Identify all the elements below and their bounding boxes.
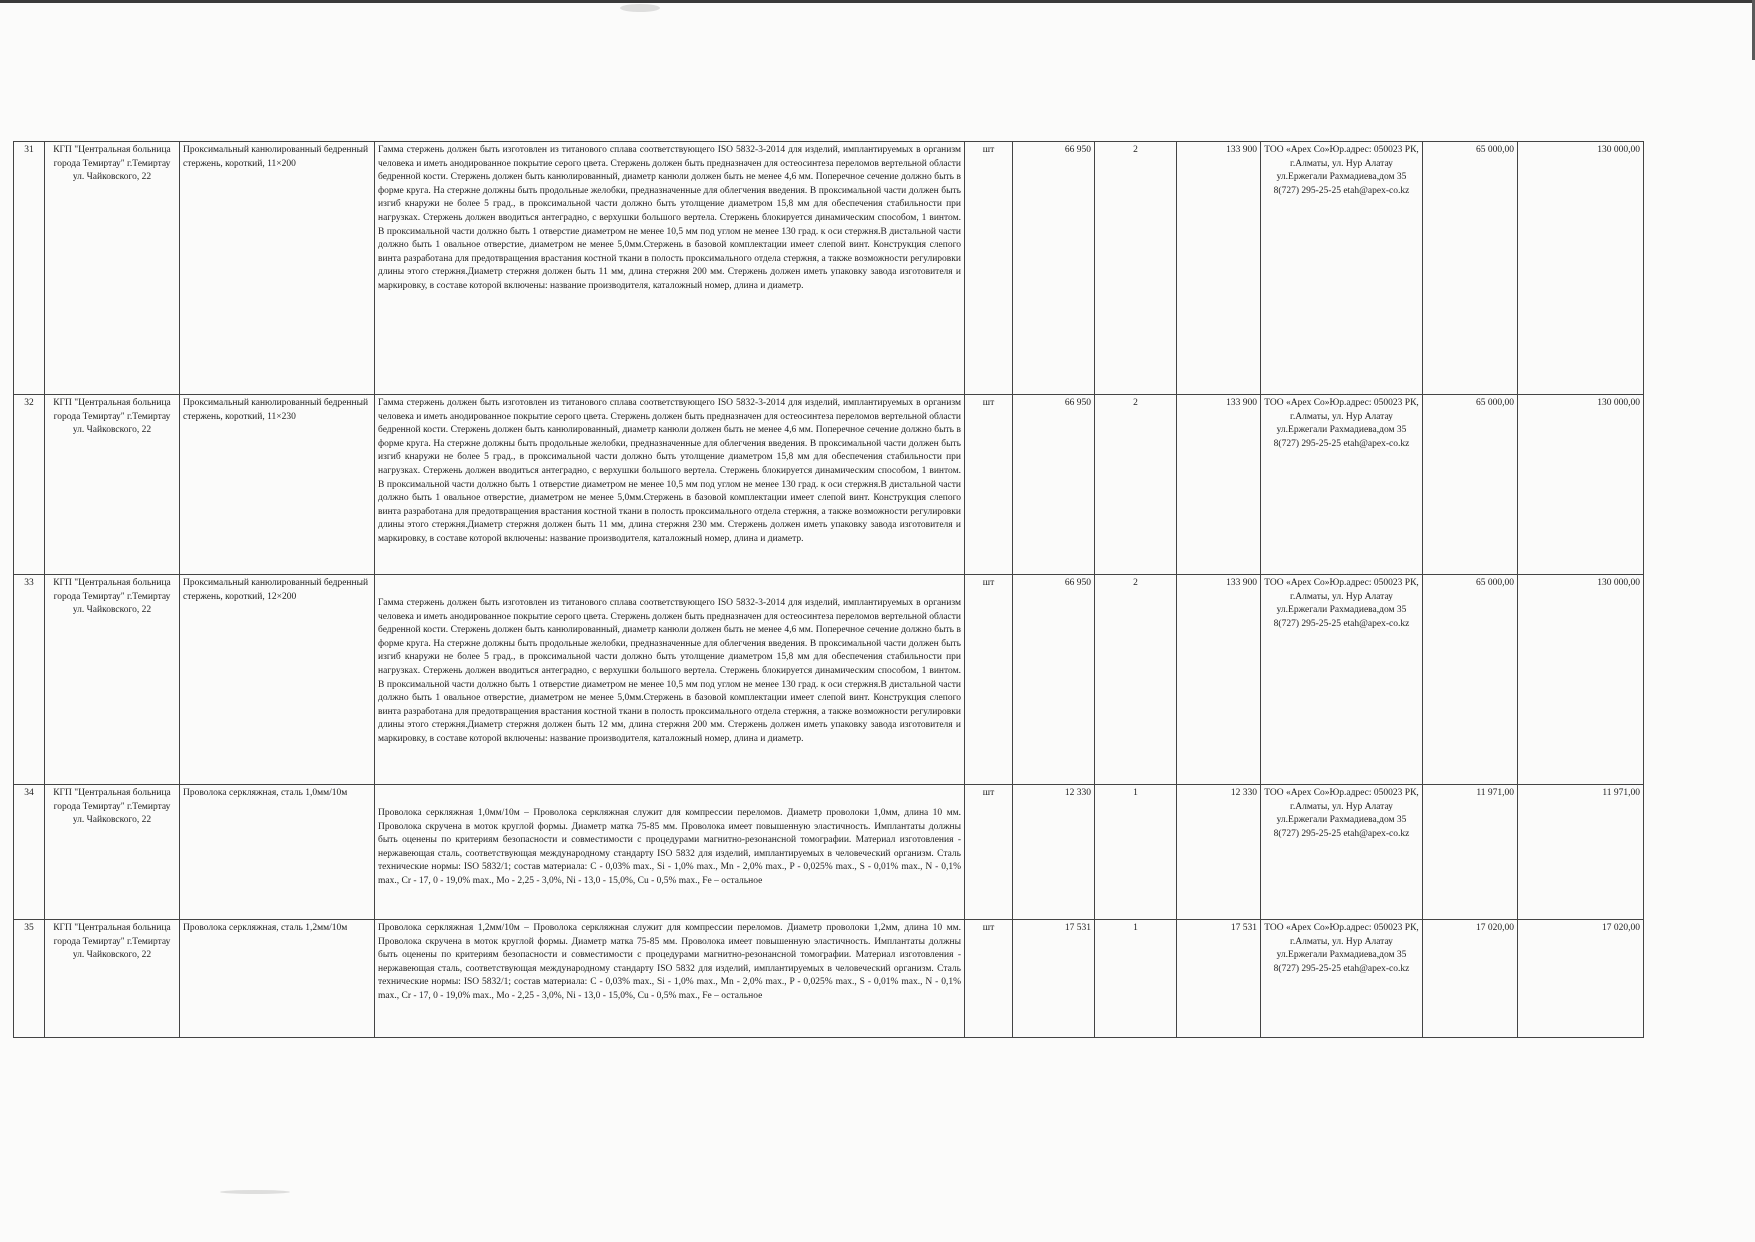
spec-cell: Проволока серкляжная 1,0мм/10м – Проволока серкляжная служит для компрессии переломов. Диаметр проволоки 1,0мм, длина 10 мм. Проволока скручена в моток круглой формы. Диаметр матка 75-85 мм. Проволока имеет повышенную эластичность. Имплантаты должны быть оценены по критериям безопасности и совместимости с процедурами магнитно-резонансной томографии. Материал изготовления - нержавеющая сталь, соответствующая международному стандарту ISO 5832 для изделий, имплантируемых в человеческий организм. Сталь технические нормы: ISO 5832/1; состав материала: C - 0,03% max., Si - 1,0% max., Mn - 2,0% max., P - 0,025% max., S - 0,01% max., N - 0,1% max., Cr - 17, 0 - 19,0% max., Mo - 2,25 - 3,0%, Ni - 13,0 - 15,0%, Cu - 0,5% max., Fe – остальное — [375, 785, 965, 920]
unit-cell: шт — [965, 142, 1013, 395]
offer-price-cell: 65 000,00 — [1423, 142, 1518, 395]
offer-sum-cell: 130 000,00 — [1518, 142, 1644, 395]
customer-cell: КГП "Центральная больница города Темиртау" г.Темиртау ул. Чайковского, 22 — [45, 575, 180, 785]
spec-cell: Гамма стержень должен быть изготовлен из титанового сплава соответствующего ISO 5832-3-2014 для изделий, имплантируемых в организм человека и иметь анодированное покрытие серого цвета. Стержень должен быть предназначен для остеосинтеза переломов вертельной области бедренной кости. Стержень должен быть канюлированный, диаметр канюли должен быть не менее 4,6 мм. Поперечное сечение должно быть в форме круга. На стержне должны быть продольные желобки, предназначенные для облегчения введения. В проксимальной части должен быть изгиб кнаружи не более 5 град., в проксимальной части должно быть утолщение диаметром 15,8 мм для обеспечения стабильности при нагрузках. Стержень должен вводиться антеградно, с верхушки большого вертела. Стержень блокируется динамическим способом, 1 винтом. В проксимальной части должно быть 1 отверстие диаметром не менее 10,5 мм под углом не менее 130 град. к оси стержня.В дистальной части должно быть 1 овальное отверстие, диаметром не менее 5,0мм.Стержень в базовой комплектации имеет слепой винт. Конструкция слепого винта разработана для предотвращения врастания костной ткани в полость проксимального отдела стержня, а также возможности регулировки длины этого стержня.Диаметр стержня должен быть 11 мм, длина стержня 230 мм. Стержень должен иметь упаковку завода изготовителя и маркировку, в составе которой включены: название производителя, каталожный номер, длина и диаметр. — [375, 395, 965, 575]
price-cell: 66 950 — [1013, 142, 1095, 395]
item-name-cell: Проксимальный канюлированный бедренный стержень, короткий, 12×200 — [180, 575, 375, 785]
table-row — [14, 142, 1644, 395]
unit-cell: шт — [965, 395, 1013, 575]
quantity-cell: 2 — [1095, 395, 1177, 575]
table-row — [14, 395, 1644, 575]
unit-cell: шт — [965, 575, 1013, 785]
row-number: 32 — [14, 395, 45, 575]
amount-cell: 133 900 — [1177, 575, 1261, 785]
customer-cell: КГП "Центральная больница города Темиртау" г.Темиртау ул. Чайковского, 22 — [45, 920, 180, 1038]
quantity-cell: 2 — [1095, 575, 1177, 785]
table-row — [14, 785, 1644, 920]
price-cell: 17 531 — [1013, 920, 1095, 1038]
quantity-cell: 1 — [1095, 920, 1177, 1038]
item-name-cell: Проволока серкляжная, сталь 1,2мм/10м — [180, 920, 375, 1038]
scan-smudge — [220, 1190, 290, 1194]
unit-cell: шт — [965, 920, 1013, 1038]
offer-price-cell: 65 000,00 — [1423, 575, 1518, 785]
supplier-cell: ТОО «Apex Co»Юр.адрес: 050023 РК, г.Алматы, ул. Нур Алатау ул.Ержегали Рахмадиева,дом 35 8(727) 295-25-25 etah@apex-co.kz — [1261, 575, 1423, 785]
spec-cell: Гамма стержень должен быть изготовлен из титанового сплава соответствующего ISO 5832-3-2014 для изделий, имплантируемых в организм человека и иметь анодированное покрытие серого цвета. Стержень должен быть предназначен для остеосинтеза переломов вертельной области бедренной кости. Стержень должен быть канюлированный, диаметр канюли должен быть не менее 4,6 мм. Поперечное сечение должно быть в форме круга. На стержне должны быть продольные желобки, предназначенные для облегчения введения. В проксимальной части должен быть изгиб кнаружи не более 5 град., в проксимальной части должно быть утолщение диаметром 15,8 мм для обеспечения стабильности при нагрузках. Стержень должен вводиться антеградно, с верхушки большого вертела. Стержень блокируется динамическим способом, 1 винтом. В проксимальной части должно быть 1 отверстие диаметром не менее 10,5 мм под углом не менее 130 град. к оси стержня.В дистальной части должно быть 1 овальное отверстие, диаметром не менее 5,0мм.Стержень в базовой комплектации имеет слепой винт. Конструкция слепого винта разработана для предотвращения врастания костной ткани в полость проксимального отдела стержня, а также возможности регулировки длины этого стержня.Диаметр стержня должен быть 12 мм, длина стержня 200 мм. Стержень должен иметь упаковку завода изготовителя и маркировку, в составе которой включены: название производителя, каталожный номер, длина и диаметр. — [375, 575, 965, 785]
table-row — [14, 920, 1644, 1038]
amount-cell: 17 531 — [1177, 920, 1261, 1038]
offer-price-cell: 11 971,00 — [1423, 785, 1518, 920]
offer-sum-cell: 17 020,00 — [1518, 920, 1644, 1038]
offer-price-cell: 17 020,00 — [1423, 920, 1518, 1038]
spec-cell: Проволока серкляжная 1,2мм/10м – Проволока серкляжная служит для компрессии переломов. Диаметр проволоки 1,2мм, длина 10 мм. Проволока скручена в моток круглой формы. Диаметр матка 75-85 мм. Проволока имеет повышенную эластичность. Имплантаты должны быть оценены по критериям безопасности и совместимости с процедурами магнитно-резонансной томографии. Материал изготовления - нержавеющая сталь, соответствующая международному стандарту ISO 5832 для изделий, имплантируемых в человеческий организм. Сталь технические нормы: ISO 5832/1; состав материала: C - 0,03% max., Si - 1,0% max., Mn - 2,0% max., P - 0,025% max., S - 0,01% max., N - 0,1% max., Cr - 17, 0 - 19,0% max., Mo - 2,25 - 3,0%, Ni - 13,0 - 15,0%, Cu - 0,5% max., Fe – остальное — [375, 920, 965, 1038]
supplier-cell: ТОО «Apex Co»Юр.адрес: 050023 РК, г.Алматы, ул. Нур Алатау ул.Ержегали Рахмадиева,дом 35 8(727) 295-25-25 etah@apex-co.kz — [1261, 785, 1423, 920]
amount-cell: 12 330 — [1177, 785, 1261, 920]
price-cell: 66 950 — [1013, 395, 1095, 575]
customer-cell: КГП "Центральная больница города Темиртау" г.Темиртау ул. Чайковского, 22 — [45, 785, 180, 920]
scan-top-edge — [0, 0, 1755, 3]
offer-price-cell: 65 000,00 — [1423, 395, 1518, 575]
supplier-cell: ТОО «Apex Co»Юр.адрес: 050023 РК, г.Алматы, ул. Нур Алатау ул.Ержегали Рахмадиева,дом 35 8(727) 295-25-25 etah@apex-co.kz — [1261, 395, 1423, 575]
row-number: 34 — [14, 785, 45, 920]
price-cell: 12 330 — [1013, 785, 1095, 920]
procurement-table — [13, 141, 1644, 1038]
spec-cell: Гамма стержень должен быть изготовлен из титанового сплава соответствующего ISO 5832-3-2014 для изделий, имплантируемых в организм человека и иметь анодированное покрытие серого цвета. Стержень должен быть предназначен для остеосинтеза переломов вертельной области бедренной кости. Стержень должен быть канюлированный, диаметр канюли должен быть не менее 4,6 мм. Поперечное сечение должно быть в форме круга. На стержне должны быть продольные желобки, предназначенные для облегчения введения. В проксимальной части должен быть изгиб кнаружи не более 5 град., в проксимальной части должно быть утолщение диаметром 15,8 мм для обеспечения стабильности при нагрузках. Стержень должен вводиться антеградно, с верхушки большого вертела. Стержень блокируется динамическим способом, 1 винтом. В проксимальной части должно быть 1 отверстие диаметром не менее 10,5 мм под углом не менее 130 град. к оси стержня.В дистальной части должно быть 1 овальное отверстие, диаметром не менее 5,0мм.Стержень в базовой комплектации имеет слепой винт. Конструкция слепого винта разработана для предотвращения врастания костной ткани в полость проксимального отдела стержня, а также возможности регулировки длины этого стержня.Диаметр стержня должен быть 11 мм, длина стержня 200 мм. Стержень должен иметь упаковку завода изготовителя и маркировку, в составе которой включены: название производителя, каталожный номер, длина и диаметр. — [375, 142, 965, 395]
customer-cell: КГП "Центральная больница города Темиртау" г.Темиртау ул. Чайковского, 22 — [45, 142, 180, 395]
offer-sum-cell: 130 000,00 — [1518, 575, 1644, 785]
quantity-cell: 2 — [1095, 142, 1177, 395]
item-name-cell: Проксимальный канюлированный бедренный стержень, короткий, 11×200 — [180, 142, 375, 395]
row-number: 31 — [14, 142, 45, 395]
supplier-cell: ТОО «Apex Co»Юр.адрес: 050023 РК, г.Алматы, ул. Нур Алатау ул.Ержегали Рахмадиева,дом 35 8(727) 295-25-25 etah@apex-co.kz — [1261, 920, 1423, 1038]
quantity-cell: 1 — [1095, 785, 1177, 920]
offer-sum-cell: 130 000,00 — [1518, 395, 1644, 575]
item-name-cell: Проволока серкляжная, сталь 1,0мм/10м — [180, 785, 375, 920]
row-number: 33 — [14, 575, 45, 785]
offer-sum-cell: 11 971,00 — [1518, 785, 1644, 920]
table-row — [14, 575, 1644, 785]
price-cell: 66 950 — [1013, 575, 1095, 785]
row-number: 35 — [14, 920, 45, 1038]
unit-cell: шт — [965, 785, 1013, 920]
item-name-cell: Проксимальный канюлированный бедренный стержень, короткий, 11×230 — [180, 395, 375, 575]
supplier-cell: ТОО «Apex Co»Юр.адрес: 050023 РК, г.Алматы, ул. Нур Алатау ул.Ержегали Рахмадиева,дом 35 8(727) 295-25-25 etah@apex-co.kz — [1261, 142, 1423, 395]
amount-cell: 133 900 — [1177, 142, 1261, 395]
scan-smudge — [620, 4, 660, 12]
amount-cell: 133 900 — [1177, 395, 1261, 575]
customer-cell: КГП "Центральная больница города Темиртау" г.Темиртау ул. Чайковского, 22 — [45, 395, 180, 575]
